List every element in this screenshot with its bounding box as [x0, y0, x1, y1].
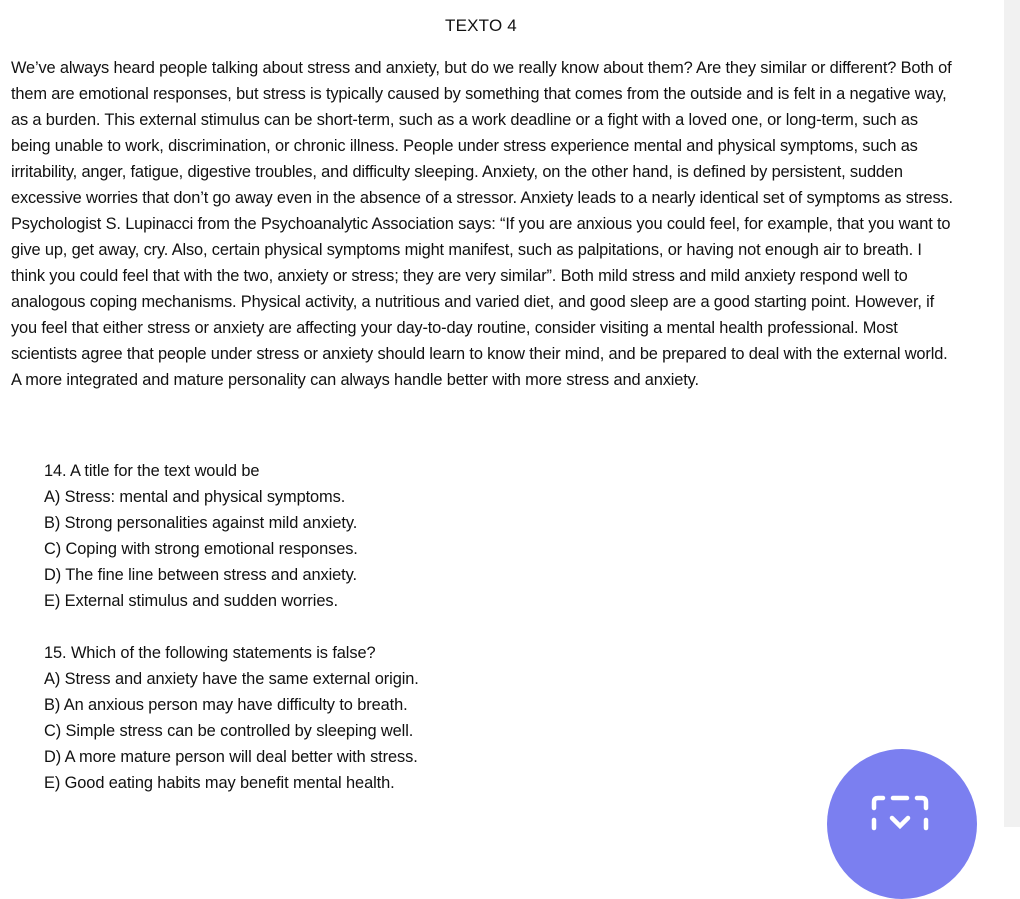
- scrollbar-track[interactable]: [1004, 0, 1020, 827]
- option-a: A) Stress: mental and physical symptoms.: [44, 488, 346, 506]
- option-c: C) Simple stress can be controlled by sleeping well.: [44, 722, 414, 740]
- option-a: A) Stress and anxiety have the same external origin.: [44, 670, 419, 688]
- screenshot-select-button[interactable]: [827, 749, 977, 899]
- text-heading: TEXTO 4: [445, 16, 517, 35]
- question-15: [44, 640, 564, 796]
- question-text: 15. Which of the following statements is false?: [44, 644, 376, 662]
- option-b: B) An anxious person may have difficulty to breath.: [44, 696, 408, 714]
- option-b: B) Strong personalities against mild anxiety.: [44, 514, 358, 532]
- option-d: D) A more mature person will deal better with stress.: [44, 748, 418, 766]
- option-c: C) Coping with strong emotional responses.: [44, 540, 358, 558]
- screenshot-select-icon: [870, 794, 930, 834]
- option-e: E) External stimulus and sudden worries.: [44, 592, 338, 610]
- option-d: D) The fine line between stress and anxiety.: [44, 566, 357, 584]
- reading-passage: We’ve always heard people talking about stress and anxiety, but do we really know about them? Are they similar or different? Both of them are emotional responses, but stress is typically caused by something that comes from the outside and is felt in a negative way, as a burden. This external stimulus can be short-term, such as a work deadline or a fight with a loved one, or long-term, such as being unable to work, discrimination, or chronic illness. People under stress experience mental and physical symptoms, such as irritability, anger, fatigue, digestive troubles, and difficulty sleeping. Anxiety, on the other hand, is defined by persistent, sudden excessive worries that don’t go away even in the absence of a stressor. Anxiety leads to a nearly identical set of symptoms as stress. Psychologist S. Lupinacci from the Psychoanalytic Association says: “If you are anxious you could feel, for example, that you want to give up, get away, cry. Also, certain physical symptoms might manifest, such as palpitations, or having not enough air to breath. I think you could feel that with the two, anxiety or stress; they are very similar”. Both mild stress and mild anxiety respond well to analogous coping mechanisms. Physical activity, a nutritious and varied diet, and good sleep are a good starting point. However, if you feel that either stress or anxiety are affecting your day-to-day routine, consider visiting a mental health professional. Most scientists agree that people under stress or anxiety should learn to know their mind, and be prepared to deal with the external world. A more integrated and mature personality can always handle better with more stress and anxiety.: [11, 59, 953, 389]
- question-14: [44, 458, 564, 614]
- option-e: E) Good eating habits may benefit mental health.: [44, 774, 395, 792]
- question-text: 14. A title for the text would be: [44, 462, 260, 480]
